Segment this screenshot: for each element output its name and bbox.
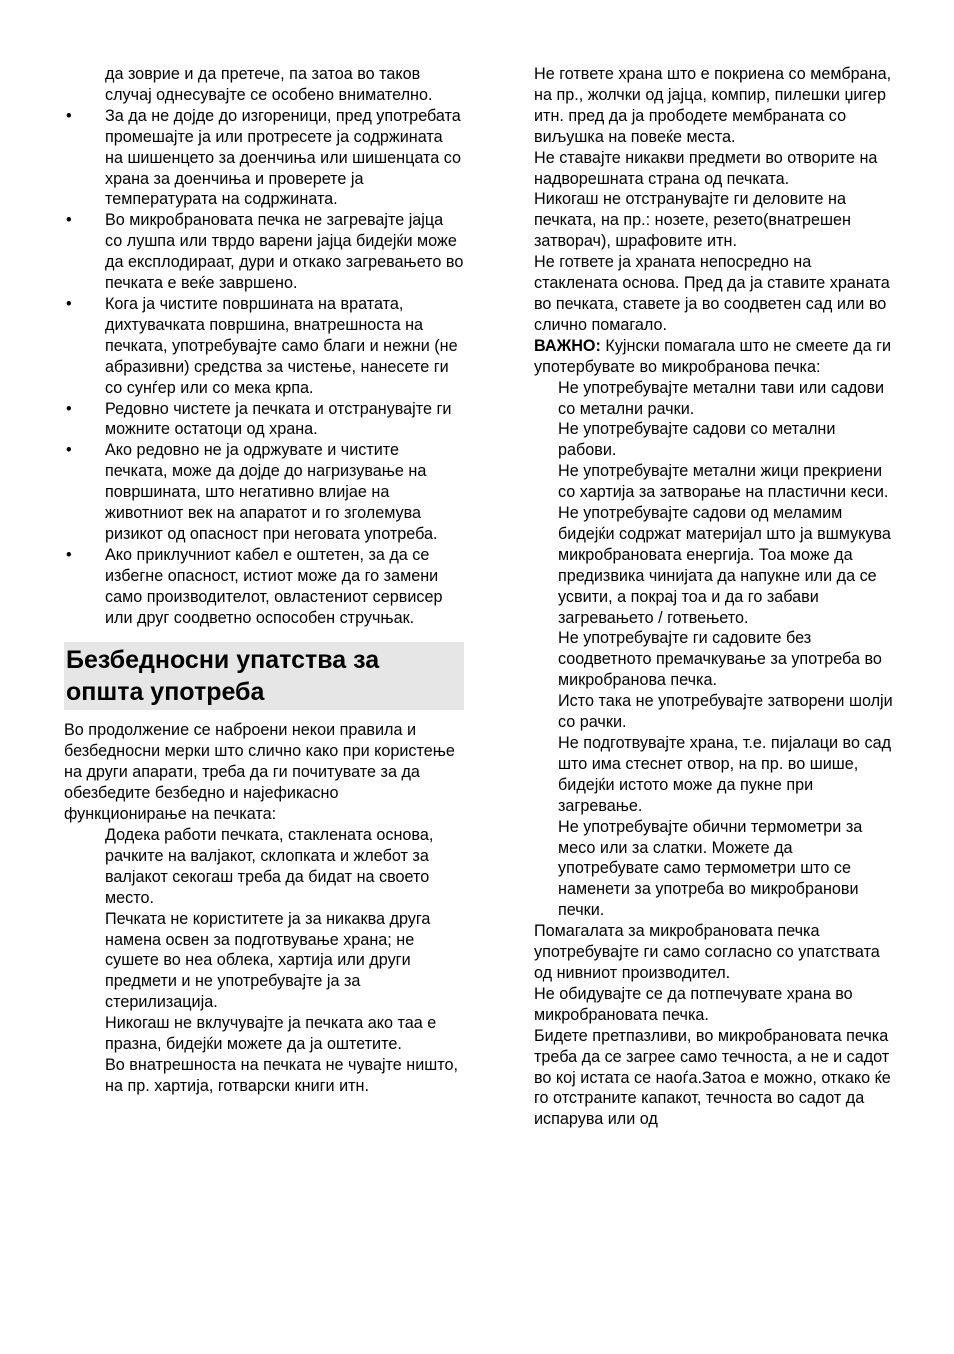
important-paragraph — [534, 336, 894, 378]
list-item: Во внатрешноста на печката не чувајте ништо, на пр. хартија, готварски книги итн. — [105, 1055, 458, 1095]
continued-text: да зоврие и да претече, па затоа во таков случај однесувајте се особено внимателно. — [105, 65, 433, 104]
important-text: Кујнски помагала што не смеете да ги употербувате во микробранова печка: — [534, 336, 892, 376]
paragraph: Не гответе ја храната непосредно на стаклената основа. Пред да ја ставите храната во печката, ставете ја во соодветен сад или во слично помагало. — [534, 253, 890, 334]
list-item: • За да не дојде до изгореници, пред употребата промешајте ја или протресете ја содржината на шишенцето за доенчиња или шишенцата со храна за доенчиња и проверете ја температурата на содржината. — [66, 106, 462, 209]
bullet-icon: • — [66, 211, 72, 230]
list-item: Не употребувајте метални тави или садови со метални рачки. — [558, 378, 885, 418]
bullet-icon: • — [66, 294, 72, 313]
paragraph: Бидете претпазливи, во микробрановата печка треба да се загрее само течноста, а не и садот во кој истата се наоѓа.Затоа е можно, откако ќе го отстраните капакот, течноста во садот да испарува или од — [534, 1026, 891, 1129]
left-column — [64, 64, 464, 1097]
bullet-icon: • — [66, 106, 72, 125]
right-column — [534, 64, 894, 1130]
bullet-list — [64, 106, 464, 629]
list-item: • Редовно чистете ја печката и отстранувајте ги можните остатоци од храна. — [66, 399, 452, 439]
list-item: Не подготвувајте храна, т.е. пијалаци во сад што има стеснет отвор, на пр. во шише, бидејќи истото може да пукне при загревање. — [558, 734, 892, 815]
intro-paragraph: Во продолжение се наброени некои правила и безбедносни мерки што слично како при користење на други апарати, треба да ги почитувате за да обезбедите безбедно и најефикасно функционирање на печката: — [64, 721, 455, 824]
important-label: ВАЖНО: — [534, 336, 601, 355]
paragraph: Помагалата за микробрановата печка употребувајте ги само согласно со упатствата од нивниот производител. — [534, 922, 880, 982]
bullet-icon: • — [66, 545, 72, 564]
list-item: • Кога ја чистите површината на вратата, дихтувачката површина, внатрешноста на печката, употребувајте само благи и нежни (не абразивни) средства за чистење, нанесете ги со сунѓер или со мека крпа. — [66, 294, 458, 397]
list-item: Исто така не употребувајте затворени шолји со рачки. — [558, 692, 893, 732]
paragraph: Никогаш не отстранувајте ги деловите на печката, на пр.: нозете, резето(внатрешен затворач), шрафовите итн. — [534, 190, 851, 251]
list-item: Не употребувајте садови со метални рабови. — [558, 420, 836, 460]
section-heading: Безбедносни упатства за општа употреба — [64, 642, 464, 710]
bullet-icon: • — [66, 399, 72, 418]
list-item: Печката не користитете ја за никаква друга намена освен за подготвување храна; не сушете во неа облека, хартија или други предмети и не употребувајте ја за стерилизација. — [105, 909, 431, 1012]
list-item: Не употребувајте садови од меламим бидејќи содржат материјал што ја вшмукува микробрановата енергија. Тоа може да предизвика чинијата да напукне или да се усвити, а покрај тоа и да го забави загревањето / готвењето. — [558, 504, 891, 627]
list-item: • Ако редовно не ја одржувате и чистите печката, може да дојде до нагризување на површината, што негативно влијае на животниот век на апаратот и го зголемува ризикот од опасност при неговата употреба. — [66, 441, 438, 543]
list-item: Не употребувајте ги садовите без соодветното премачкување за употреба во микробранова печка. — [558, 629, 882, 690]
list-item: Додека работи печката, стаклената основа, рачките на валјакот, склопката и жлебот за валјакот секогаш треба да бидат на своето место. — [105, 826, 434, 907]
paragraph: Не обидувајте се да потпечувате храна во микробрановата печка. — [534, 984, 853, 1024]
list-item: Не употребувајте метални жици прекриени со хартија за затворање на пластични кеси. — [558, 462, 889, 502]
bullet-icon: • — [66, 441, 72, 460]
list-item: Никогаш не вклучувајте ја печката ако таа е празна, бидејќи можете да ја оштетите. — [105, 1014, 437, 1054]
list-item: Не употребувајте обични термометри за месо или за слатки. Можете да употребувате само термометри што се наменети за употреба во микробранови печки. — [558, 817, 863, 920]
paragraph: Не гответе храна што е покриена со мембрана, на пр., жолчки од јајца, компир, пилешки џигер итн. пред да ја прободете мембраната со виљушка на повеќе места. — [534, 65, 892, 146]
list-item: • Во микробрановата печка не загревајте јајца со лушпа или тврдо варени јајца бидејќи може да експлодираат, дури и откако загревањето во печката е веќе завршено. — [66, 211, 464, 293]
list-item: • Ако приклучниот кабел е оштетен, за да се избегне опасност, истиот може да го замени само производителот, овластениот сервисер или друг соодветно оспособен стручњак. — [66, 545, 443, 627]
paragraph: Не ставајте никакви предмети во отворите на надворешната страна од печката. — [534, 148, 878, 188]
